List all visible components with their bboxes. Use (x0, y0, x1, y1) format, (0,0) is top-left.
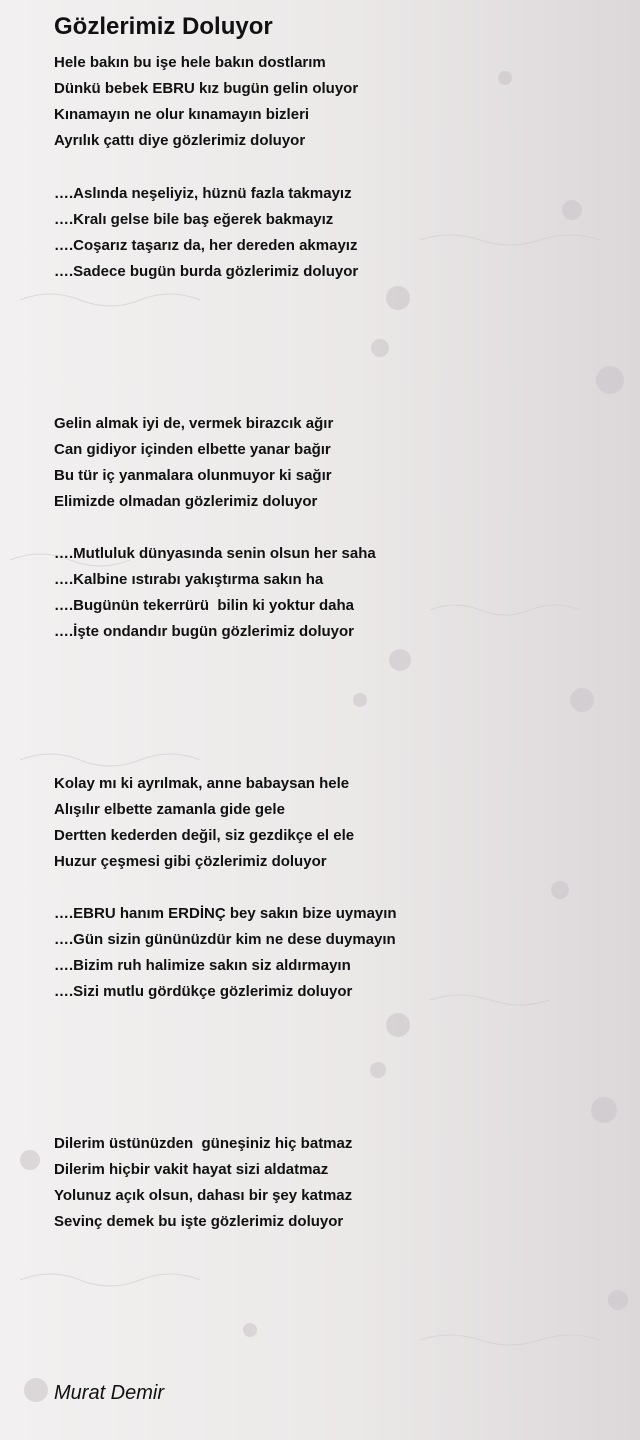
stanza-3 (54, 411, 333, 515)
poem-line: Can gidiyor içinden elbette yanar bağır (54, 441, 331, 458)
poem-line: Elimizde olmadan gözlerimiz doluyor (54, 493, 318, 510)
poem-line: Kınamayın ne olur kınamayın bizleri (54, 106, 310, 123)
stanza-5 (54, 771, 354, 875)
poem-line: ….Bizim ruh halimize sakın siz aldırmayın (54, 957, 351, 974)
poem-author: Murat Demir (54, 1382, 165, 1404)
poem-title: Gözlerimiz Doluyor (54, 13, 273, 40)
poem-line: Dilerim hiçbir vakit hayat sizi aldatmaz (54, 1161, 329, 1178)
stanza-1 (54, 50, 358, 154)
stanza-6 (54, 901, 397, 1005)
poem-line: Alışılır elbette zamanla gide gele (54, 801, 285, 818)
poem-line: Ayrılık çattı diye gözlerimiz doluyor (54, 132, 306, 149)
poem-line: ….Kralı gelse bile baş eğerek bakmayız (54, 211, 334, 228)
poem-line: Gelin almak iyi de, vermek birazcık ağır (54, 415, 334, 432)
poem-line: Sevinç demek bu işte gözlerimiz doluyor (54, 1213, 344, 1230)
poem-line: Yolunuz açık olsun, dahası bir şey katmaz (54, 1187, 353, 1204)
stanza-2 (54, 181, 358, 285)
poem-line: Dilerim üstünüzden güneşiniz hiç batmaz (54, 1135, 353, 1152)
poem-line: Bu tür iç yanmalara olunmuyor ki sağır (54, 467, 332, 484)
poem-line: ….Bugünün tekerrürü bilin ki yoktur daha (54, 597, 355, 614)
poem-line: Dünkü bebek EBRU kız bugün gelin oluyor (54, 80, 359, 97)
poem-line: Kolay mı ki ayrılmak, anne babaysan hele (54, 775, 350, 792)
poem-line: Dertten kederden değil, siz gezdikçe el ele (54, 827, 355, 844)
poem-line: ….İşte ondandır bugün gözlerimiz doluyor (54, 623, 354, 640)
poem-line: ….Mutluluk dünyasında senin olsun her saha (54, 545, 376, 562)
poem-line: ….Aslında neşeliyiz, hüznü fazla takmayız (54, 185, 352, 202)
poem-line: ….Kalbine ıstırabı yakıştırma sakın ha (54, 571, 324, 588)
poem-line: ….Sadece bugün burda gözlerimiz doluyor (54, 263, 359, 280)
stanza-7 (54, 1131, 352, 1235)
poem-line: Huzur çeşmesi gibi çözlerimiz doluyor (54, 853, 327, 870)
poem-line: ….Coşarız taşarız da, her dereden akmayız (54, 237, 358, 254)
poem-line: Hele bakın bu işe hele bakın dostlarım (54, 54, 326, 71)
poem-line: ….Sizi mutlu gördükçe gözlerimiz doluyor (54, 983, 353, 1000)
stanza-4 (54, 541, 376, 645)
poem-line: ….EBRU hanım ERDİNÇ bey sakın bize uymayın (54, 905, 397, 922)
poem-line: ….Gün sizin gününüzdür kim ne dese duymayın (54, 931, 396, 948)
